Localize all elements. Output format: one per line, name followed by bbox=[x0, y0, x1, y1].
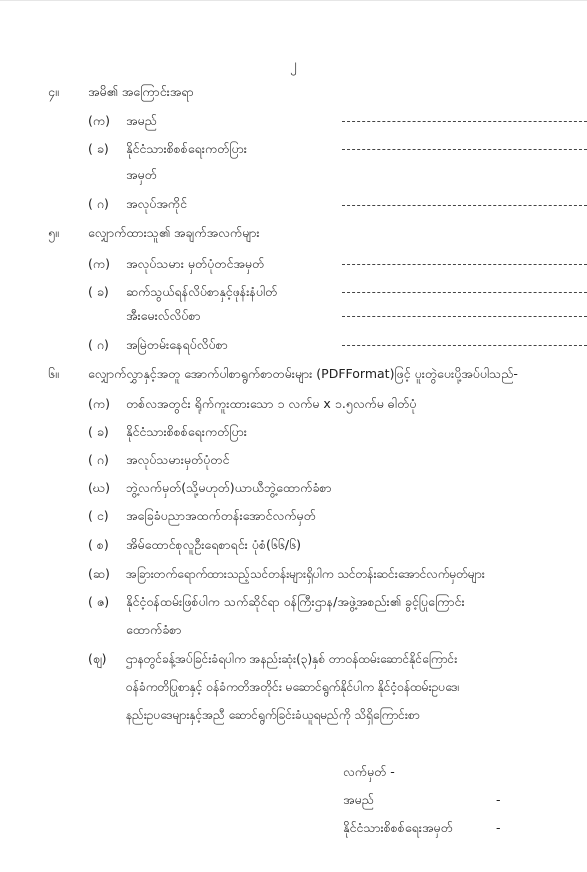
name-label: အမည် bbox=[343, 792, 374, 807]
section-5-number: ၅။ bbox=[48, 225, 59, 240]
s5-item-a-label: အလုပ်သမား မှတ်ပုံတင်အမှတ် bbox=[126, 256, 265, 271]
s4-item-c-label: အလုပ်အကိုင် bbox=[126, 196, 187, 211]
s6-item-i-text-line3: နည်းဥပဒေများနှင့်အညီ ဆောင်ရွက်ခြင်းခံယူရမည်ကို သိရှိကြောင်းစာ bbox=[126, 708, 420, 722]
s4-item-c-marker: ( ဂ) bbox=[88, 196, 109, 211]
signature-label: လက်မှတ် - bbox=[343, 764, 395, 779]
s5-item-b-label: ဆက်သွယ်ရန်လိပ်စာနှင့်ဖုန်းနံပါတ် bbox=[126, 284, 278, 299]
s6-item-c-marker: ( ဂ) bbox=[88, 452, 109, 467]
s6-item-e-text: အခြေခံပညာအထက်တန်းအောင်လက်မှတ် bbox=[126, 508, 316, 523]
top-border bbox=[0, 0, 587, 1]
s6-item-i-text: ဌာနတွင်ခန့်အပ်ခြင်းခံရပါက အနည်းဆုံး(၃)နှစ် တာဝန်ထမ်းဆောင်နိုင်ကြောင်း bbox=[126, 652, 458, 666]
s6-item-c-text: အလုပ်သမားမှတ်ပုံတင် bbox=[126, 452, 230, 467]
s6-item-i-text-line2: ဝန်ခံကတိပြုစာနှင့် ဝန်ခံကတိအတိုင်း မဆောင်ရွက်နိုင်ပါက နိုင်ငံ့ဝန်ထမ်းဥပဒေ၊ bbox=[126, 680, 460, 694]
s6-item-g-text: အခြားတက်ရောက်ထားသည့်သင်တန်းများရှိပါက သင်တန်းဆင်းအောင်လက်မှတ်များ bbox=[126, 567, 485, 581]
s5-item-a-marker: (က) bbox=[88, 256, 110, 271]
s6-item-f-marker: ( စ) bbox=[88, 537, 109, 552]
s4-item-a-marker: (က) bbox=[88, 113, 110, 128]
s6-item-e-marker: ( င) bbox=[88, 508, 109, 523]
s6-item-h-text: နိုင်ငံ့ဝန်ထမ်းဖြစ်ပါက သက်ဆိုင်ရာ ဝန်ကြီးဌာန/အဖွဲ့အစည်း၏ ခွင့်ပြုကြောင်း bbox=[126, 594, 465, 609]
s5-item-b-blank-1 bbox=[342, 292, 587, 293]
section-4-number: ၄။ bbox=[48, 84, 59, 99]
s5-item-a-blank bbox=[342, 264, 587, 265]
s5-item-b-marker: ( ခ) bbox=[88, 284, 109, 299]
s5-item-c-label: အမြဲတမ်းနေရပ်လိပ်စာ bbox=[126, 337, 228, 352]
s6-item-b-marker: ( ခ) bbox=[88, 424, 109, 439]
id-dash: - bbox=[496, 820, 501, 835]
s4-item-a-blank bbox=[342, 121, 587, 122]
page-number: ၂ bbox=[290, 57, 297, 73]
s6-item-g-marker: (ဆ) bbox=[88, 566, 110, 581]
s6-item-d-text: ဘွဲ့လက်မှတ်(သို့မဟုတ်)ယာယီဘွဲ့ထောက်ခံစာ bbox=[126, 480, 332, 495]
s6-item-a-marker: (က) bbox=[88, 396, 110, 411]
s6-item-i-marker: (ဈ) bbox=[88, 651, 107, 666]
section-4-title: အမိ၏ အကြောင်းအရာ bbox=[88, 84, 194, 99]
section-6-title: လျှောက်လွှာနှင့်အတူ အောက်ပါစာရွက်စာတမ်းများ (PDFFormat)ဖြင့် ပူးတွဲပေးပို့အပ်ပါသည်- bbox=[88, 366, 518, 381]
s6-item-a-text: တစ်လအတွင်း ရိုက်ကူးထားသော ၁ လက်မ x ၁.၅လက်မ ဓါတ်ပုံ bbox=[126, 396, 417, 411]
s6-item-b-text: နိုင်ငံသားစိစစ်ရေးကတ်ပြား bbox=[126, 424, 247, 439]
name-dash: - bbox=[496, 792, 501, 807]
s5-item-c-blank bbox=[342, 345, 587, 346]
s6-item-h-text-line2: ထောက်ခံစာ bbox=[126, 622, 182, 637]
s4-item-b-label-line2: အမှတ် bbox=[126, 167, 157, 182]
s5-item-c-marker: ( ဂ) bbox=[88, 337, 109, 352]
id-label: နိုင်ငံသားစိစစ်ရေးအမှတ် bbox=[343, 820, 453, 835]
s6-item-f-text: အိမ်ထောင်စုလူဦးရေစာရင်း ပုံစံ(၆၆/၆) bbox=[126, 537, 302, 552]
s5-item-b-blank-2 bbox=[342, 316, 587, 317]
s6-item-h-marker: ( ဇ) bbox=[88, 594, 110, 609]
s4-item-b-marker: ( ခ) bbox=[88, 141, 109, 156]
s4-item-b-label: နိုင်ငံသားစိစစ်ရေးကတ်ပြား bbox=[126, 141, 247, 156]
s6-item-d-marker: (ဃ) bbox=[88, 480, 110, 495]
s5-item-b-label-line2: အီးမေးလ်လိပ်စာ bbox=[126, 308, 201, 323]
s4-item-b-blank bbox=[342, 149, 587, 150]
s4-item-a-label: အမည် bbox=[126, 113, 157, 128]
section-5-title: လျှောက်ထားသူ၏ အချက်အလက်များ bbox=[88, 225, 260, 240]
section-6-number: ၆။ bbox=[48, 366, 59, 381]
s4-item-c-blank bbox=[342, 205, 587, 206]
